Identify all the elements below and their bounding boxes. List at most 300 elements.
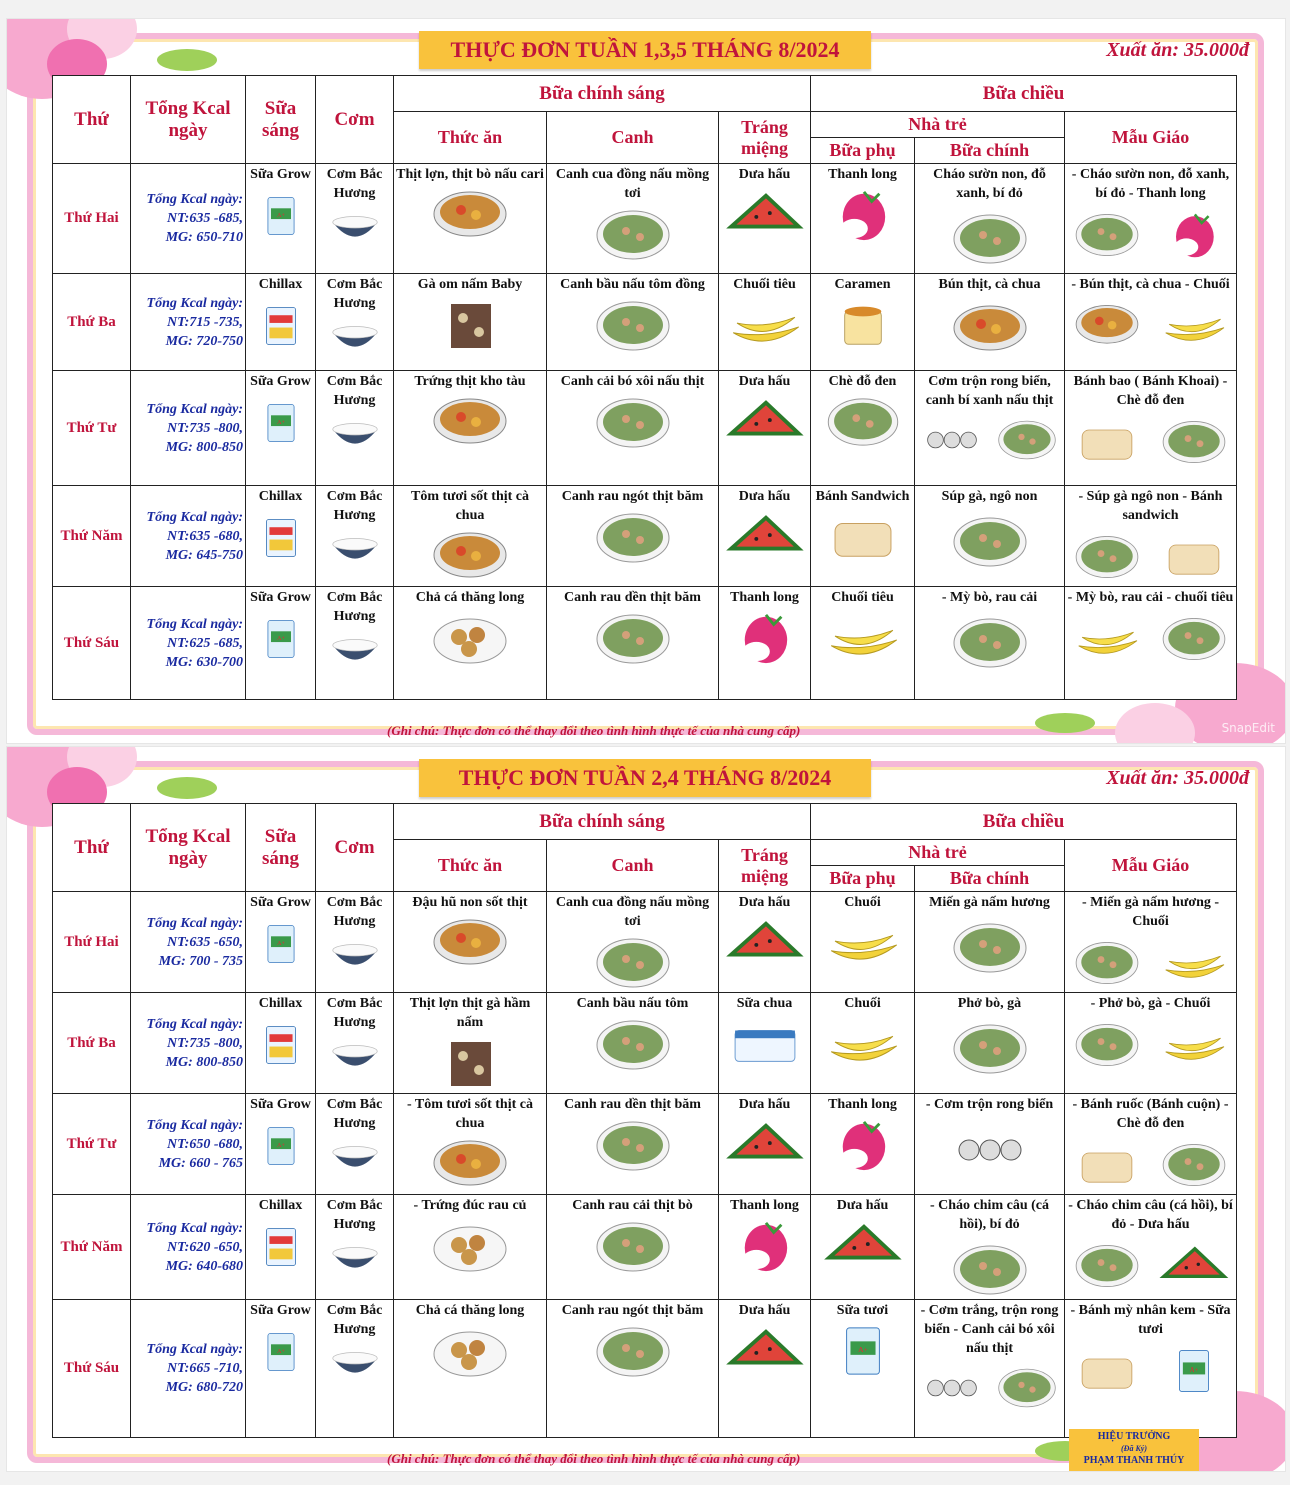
milk-cell [246,1094,316,1195]
soup-cell [547,892,719,993]
main-dish-name: - Trứng đúc rau củ [413,1198,527,1213]
kcal-cell [131,993,246,1094]
kindergarten-images [1067,207,1234,259]
header-snack: Bữa phụ [811,138,915,164]
rice-name: Cơm Bắc Hương [326,895,383,929]
day-cell: Thứ Năm [53,486,131,587]
milk-cell [246,1300,316,1438]
snack-name: Sữa tươi [836,1303,889,1318]
dessert-cell [719,164,811,274]
milk-box-icon [248,1324,313,1380]
header-dessert: Tráng miệng [719,840,811,892]
kindergarten-cell [1065,371,1237,486]
milk-cell [246,164,316,274]
nursery-main-cell [915,274,1065,371]
kcal-mg: MG: 680-720 [165,1380,243,1395]
kcal-mg: MG: 800-850 [165,439,243,455]
nursery-main-cell [915,993,1065,1094]
nursery-main-images [917,916,1062,976]
header-nursery-main: Bữa chính [915,138,1065,164]
soup-name: Canh rau dền thịt băm [564,590,701,605]
menu-title: THỰC ĐƠN TUẦN 2,4 THÁNG 8/2024 [419,759,871,797]
milk-cell [246,993,316,1094]
kindergarten-name: - Bún thịt, cà chua - Chuối [1071,277,1230,292]
nursery-main-images [917,1238,1062,1298]
kcal-nt: NT:635 -685, [167,211,243,226]
snack-image [813,298,912,352]
soup-name: Canh rau cải thịt bò [572,1198,693,1213]
kcal-label: Tổng Kcal ngày: [146,401,243,417]
kcal-mg: MG: 660 - 765 [158,1155,243,1171]
meal-price: Xuất ăn: 35.000đ [1106,39,1249,61]
snack-image [813,1118,912,1172]
rice-cell [316,1195,394,1300]
kindergarten-cell [1065,892,1237,993]
kcal-nt: NT:715 -735, [167,314,243,330]
snack-cell [811,1094,915,1195]
svg-text:A+: A+ [276,635,285,642]
dessert-name: Dưa hấu [738,1097,791,1112]
header-kindergarten: Mẫu Giáo [1065,840,1237,892]
rice-bowl-icon [318,414,391,456]
main-dish-image [396,1219,544,1275]
milk-name: Sữa Grow [250,590,311,605]
dessert-name: Dưa hấu [738,1303,791,1318]
kcal-mg: MG: 650-710 [165,230,243,245]
rice-bowl-icon [318,630,391,672]
header-main-dish: Thức ăn [394,840,547,892]
soup-image [549,1219,716,1275]
milk-name: Sữa Grow [250,167,311,182]
kindergarten-name: - Miến gà nấm hương - Chuối [1081,895,1220,929]
table-row [53,1300,1237,1438]
table-row [53,1094,1237,1195]
kindergarten-images [1067,1343,1234,1395]
soup-name: Canh cải bó xôi nấu thịt [560,374,705,389]
snack-name: Thanh long [828,167,897,182]
dessert-image [721,1324,808,1378]
kindergarten-images [1067,935,1234,987]
soup-cell [547,993,719,1094]
main-dish-name: Tôm tươi sốt thịt cà chua [410,489,530,523]
nursery-main-cell [915,164,1065,274]
table-row [53,892,1237,993]
kcal-nt: NT:735 -800, [167,420,243,436]
milk-box-icon [248,395,313,451]
svg-text:A+: A+ [1189,1366,1199,1374]
rice-name: Cơm Bắc Hương [326,277,383,311]
dessert-image [721,916,808,970]
milk-cell [246,274,316,371]
kindergarten-cell [1065,993,1237,1094]
nursery-main-name: Súp gà, ngô non [941,489,1038,504]
kindergarten-cell [1065,1094,1237,1195]
nursery-main-images [917,298,1062,358]
soup-image [549,395,716,451]
main-dish-name: Thịt lợn, thịt bò nấu cari [396,167,544,182]
day-cell: Thứ Sáu [53,587,131,700]
soup-cell [547,486,719,587]
milk-box-icon [248,1118,313,1174]
kindergarten-name: - Cháo sườn non, đỗ xanh, bí đỏ - Thanh long [1071,167,1230,201]
header-nursery: Nhà trẻ [811,840,1065,866]
dessert-image [721,1017,808,1071]
snack-image [813,1017,912,1071]
header-main-dish: Thức ăn [394,112,547,164]
nursery-main-name: Cơm trộn rong biển, canh bí xanh nấu thịt [925,374,1054,408]
leaf-decoration [157,49,217,71]
signature-signed: (Đã Ký) [1121,1444,1147,1453]
kcal-label: Tổng Kcal ngày: [146,1016,243,1032]
nursery-main-images [917,611,1062,671]
kcal-mg: MG: 630-700 [165,654,243,670]
milk-cell [246,587,316,700]
menu-note: (Ghi chú: Thực đơn có thể thay đổi theo tình hình thực tế của nhà cung cấp) [387,723,801,738]
kindergarten-cell [1065,1300,1237,1438]
header-snack: Bữa phụ [811,866,915,892]
nursery-main-cell [915,1094,1065,1195]
main-dish-name: Gà om nấm Baby [417,277,523,292]
milk-box-icon [248,611,313,667]
nursery-main-cell [915,486,1065,587]
day-cell: Thứ Ba [53,993,131,1094]
kcal-cell [131,274,246,371]
kindergarten-name: - Phở bò, gà - Chuối [1090,996,1211,1011]
table-row [53,164,1237,274]
main-dish-cell [394,164,547,274]
soup-name: Canh rau dền thịt băm [564,1097,701,1112]
dessert-name: Thanh long [730,590,799,605]
kcal-mg: MG: 640-680 [165,1258,243,1274]
kindergarten-images [1067,611,1234,663]
kcal-cell [131,587,246,700]
dessert-cell [719,1300,811,1438]
main-dish-cell [394,587,547,700]
kcal-nt: NT:650 -680, [167,1136,243,1152]
header-milk: Sữa sáng [246,76,316,164]
kindergarten-cell [1065,587,1237,700]
soup-image [549,207,716,263]
main-dish-image [396,188,544,244]
milk-box-icon [248,510,313,566]
snack-image [813,611,912,665]
milk-name: Sữa Grow [250,1303,311,1318]
main-dish-image [396,298,544,354]
soup-image [549,611,716,667]
nursery-main-name: Miến gà nấm hương [929,895,1050,910]
snack-image [813,1324,912,1378]
kcal-label: Tổng Kcal ngày: [146,915,243,931]
dessert-image [721,298,808,352]
milk-name: Sữa Grow [250,1097,311,1112]
snack-cell [811,993,915,1094]
svg-text:A+: A+ [276,1348,285,1355]
rice-name: Cơm Bắc Hương [326,1097,383,1131]
header-kindergarten: Mẫu Giáo [1065,112,1237,164]
kcal-nt: NT:635 -650, [167,934,243,950]
kindergarten-images [1067,1238,1234,1290]
soup-name: Canh cua đồng nấu mồng tơi [555,895,710,929]
day-cell: Thứ Tư [53,371,131,486]
rice-name: Cơm Bắc Hương [326,996,383,1030]
main-dish-name: Đậu hũ non sốt thịt [412,895,528,910]
table-row [53,486,1237,587]
kindergarten-images [1067,529,1234,581]
main-dish-cell [394,1094,547,1195]
snack-cell [811,274,915,371]
dessert-name: Dưa hấu [738,489,791,504]
milk-box-icon [248,1219,313,1275]
snack-cell [811,892,915,993]
kcal-nt: NT:665 -710, [167,1361,243,1376]
milk-cell [246,1195,316,1300]
dessert-image [721,188,808,242]
milk-cell [246,892,316,993]
rice-name: Cơm Bắc Hương [326,167,383,201]
kcal-cell [131,892,246,993]
kindergarten-cell [1065,164,1237,274]
soup-name: Canh cua đồng nấu mồng tơi [555,167,710,201]
kcal-nt: NT:635 -680, [167,528,243,544]
rice-cell [316,1094,394,1195]
kcal-cell [131,371,246,486]
watermark: SnapEdit [1221,721,1275,735]
kcal-label: Tổng Kcal ngày: [146,616,243,632]
snack-image [813,395,912,449]
soup-image [549,1324,716,1380]
svg-text:A+: A+ [276,940,285,947]
milk-name: Chillax [258,277,303,292]
dessert-cell [719,486,811,587]
header-morning-meal: Bữa chính sáng [394,76,811,112]
header-nursery: Nhà trẻ [811,112,1065,138]
main-dish-image [396,1036,544,1092]
leaf-decoration [1035,713,1095,733]
soup-name: Canh bầu nấu tôm đồng [560,277,705,292]
milk-name: Chillax [258,489,303,504]
snack-name: Bánh Sandwich [815,489,910,504]
day-cell: Thứ Năm [53,1195,131,1300]
nursery-main-images [917,207,1062,267]
soup-image [549,935,716,991]
table-row [53,993,1237,1094]
nursery-main-name: - Mỳ bò, rau cải [941,590,1038,605]
kindergarten-images [1067,1017,1234,1069]
kcal-label: Tổng Kcal ngày: [146,192,243,207]
main-dish-image [396,1324,544,1380]
dessert-cell [719,1094,811,1195]
kcal-label: Tổng Kcal ngày: [146,1220,243,1236]
main-dish-cell [394,486,547,587]
menu-note: (Ghi chú: Thực đơn có thể thay đổi theo tình hình thực tế của nhà cung cấp) [387,1451,801,1466]
rice-cell [316,993,394,1094]
header-day: Thứ [53,76,131,164]
soup-image [549,1118,716,1174]
rice-bowl-icon [318,1036,391,1078]
kindergarten-name: - Cháo chim câu (cá hồi), bí đỏ - Dưa hấu [1068,1198,1233,1232]
nursery-main-cell [915,371,1065,486]
kcal-nt: NT:735 -800, [167,1035,243,1051]
signature-title: HIỆU TRƯỞNG [1097,1431,1171,1442]
signature-name: PHẠM THANH THÚY [1083,1455,1185,1466]
leaf-decoration [157,777,217,799]
kcal-mg: MG: 720-750 [165,333,243,349]
header-afternoon-meal: Bữa chiều [811,804,1237,840]
main-dish-cell [394,892,547,993]
soup-cell [547,1300,719,1438]
soup-image [549,1017,716,1073]
rice-bowl-icon [318,1343,391,1385]
kcal-cell [131,1094,246,1195]
dessert-cell [719,587,811,700]
kindergarten-name: - Mỳ bò, rau cải - chuối tiêu [1067,590,1234,605]
milk-name: Sữa Grow [250,895,311,910]
rice-cell [316,1300,394,1438]
main-dish-image [396,916,544,972]
rice-cell [316,587,394,700]
main-dish-name: - Tôm tươi sốt thịt cà chua [407,1097,533,1131]
snack-cell [811,587,915,700]
kindergarten-cell [1065,1195,1237,1300]
kcal-cell [131,1300,246,1438]
nursery-main-images [917,1118,1062,1178]
principal-signature [1069,1429,1199,1471]
kindergarten-cell [1065,486,1237,587]
header-day: Thứ [53,804,131,892]
rice-cell [316,371,394,486]
rice-bowl-icon [318,935,391,977]
rice-cell [316,274,394,371]
snack-name: Chè đỗ đen [828,374,897,389]
svg-text:A+: A+ [276,212,285,219]
menu-table [52,75,1237,700]
kcal-nt: NT:620 -650, [167,1239,243,1255]
header-nursery-main: Bữa chính [915,866,1065,892]
header-row [53,76,1237,112]
main-dish-cell [394,993,547,1094]
kcal-cell [131,486,246,587]
day-cell: Thứ Tư [53,1094,131,1195]
header-rice: Cơm [316,76,394,164]
rice-name: Cơm Bắc Hương [326,1303,383,1337]
milk-box-icon [248,298,313,354]
nursery-main-images [917,510,1062,570]
kcal-mg: MG: 800-850 [165,1054,243,1070]
main-dish-name: Chả cá thăng long [415,1303,525,1318]
dessert-name: Sữa chua [736,996,793,1011]
snack-name: Chuối tiêu [831,590,894,605]
snack-name: Caramen [834,277,891,292]
snack-cell [811,1300,915,1438]
header-dessert: Tráng miệng [719,112,811,164]
rice-bowl-icon [318,1137,391,1179]
milk-box-icon [248,1017,313,1073]
milk-box-icon [248,916,313,972]
menu-table [52,803,1237,1438]
rice-cell [316,486,394,587]
main-dish-name: Thịt lợn thịt gà hầm nấm [409,996,531,1030]
main-dish-image [396,1137,544,1193]
main-dish-image [396,529,544,585]
rice-bowl-icon [318,529,391,571]
rice-bowl-icon [318,1238,391,1280]
soup-name: Canh bầu nấu tôm [576,996,689,1011]
main-dish-cell [394,1300,547,1438]
menu-sheet [6,18,1286,744]
kcal-mg: MG: 700 - 735 [158,953,243,969]
dessert-cell [719,892,811,993]
kindergarten-name: - Bánh mỳ nhân kem - Sữa tươi [1070,1303,1231,1337]
soup-cell [547,274,719,371]
snack-name: Dưa hấu [836,1198,889,1213]
kcal-cell [131,164,246,274]
soup-cell [547,371,719,486]
dessert-cell [719,1195,811,1300]
kindergarten-name: Bánh bao ( Bánh Khoai) - Chè đỗ đen [1073,374,1228,408]
main-dish-cell [394,274,547,371]
kindergarten-name: - Bánh ruốc (Bánh cuộn) - Chè đỗ đen [1072,1097,1229,1131]
dessert-name: Dưa hấu [738,167,791,182]
rice-cell [316,892,394,993]
milk-name: Sữa Grow [250,374,311,389]
nursery-main-cell [915,1195,1065,1300]
kcal-label: Tổng Kcal ngày: [146,1117,243,1133]
milk-cell [246,371,316,486]
main-dish-name: Trứng thịt kho tàu [414,374,526,389]
table-row [53,274,1237,371]
header-morning-meal: Bữa chính sáng [394,804,811,840]
main-dish-cell [394,1195,547,1300]
kcal-label: Tổng Kcal ngày: [146,295,243,311]
snack-image [813,916,912,970]
day-cell: Thứ Sáu [53,1300,131,1438]
table-row [53,371,1237,486]
milk-box-icon [248,188,313,244]
day-cell: Thứ Hai [53,892,131,993]
nursery-main-name: Bún thịt, cà chua [938,277,1041,292]
main-dish-image [396,611,544,667]
snack-cell [811,371,915,486]
snack-cell [811,164,915,274]
main-dish-name: Chả cá thăng long [415,590,525,605]
soup-image [549,298,716,354]
milk-cell [246,486,316,587]
kindergarten-images [1067,1137,1234,1189]
milk-name: Chillax [258,996,303,1011]
dessert-image [721,611,808,665]
soup-cell [547,1094,719,1195]
kindergarten-images [1067,414,1234,466]
snack-name: Thanh long [828,1097,897,1112]
nursery-main-images [917,1017,1062,1077]
header-kcal: Tổng Kcal ngày [131,804,246,892]
snack-image [813,188,912,242]
snack-cell [811,486,915,587]
kcal-nt: NT:625 -685, [167,635,243,651]
rice-name: Cơm Bắc Hương [326,1198,383,1232]
rice-bowl-icon [318,317,391,359]
soup-cell [547,1195,719,1300]
kindergarten-name: - Súp gà ngô non - Bánh sandwich [1078,489,1223,523]
snack-image [813,1219,912,1273]
snack-name: Chuối [844,895,881,910]
nursery-main-name: - Cơm trắng, trộn rong biển - Canh cải bó xôi nấu thịt [920,1303,1059,1356]
rice-name: Cơm Bắc Hương [326,489,383,523]
header-soup: Canh [547,840,719,892]
nursery-main-cell [915,587,1065,700]
snack-image [813,510,912,564]
milk-name: Chillax [258,1198,303,1213]
